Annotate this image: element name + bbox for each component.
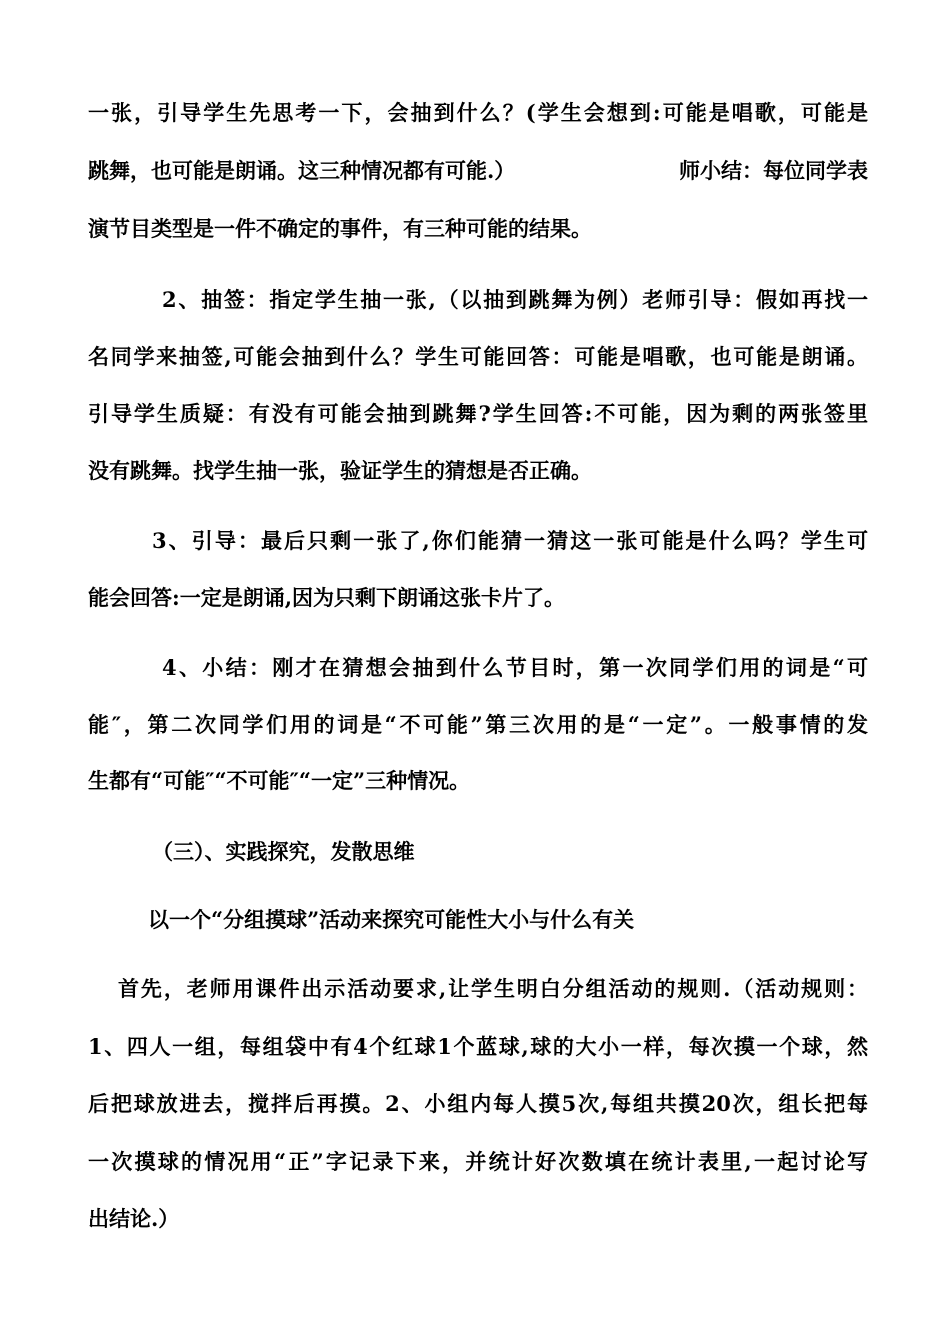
paragraph-5-line-4: 一次摸球的情况用“正”字记录下来，并统计好次数填在统计表里,一起讨论写 xyxy=(88,1149,868,1174)
section-heading: （三）、实践探究，发散思维 xyxy=(152,839,415,864)
paragraph-1-line-2 xyxy=(88,157,868,185)
paragraph-2-line-2: 名同学来抽签,可能会抽到什么？学生可能回答：可能是唱歌，也可能是朗诵。 xyxy=(88,344,868,369)
paragraph-5-line-2: 1、四人一组，每组袋中有4个红球1个蓝球,球的大小一样，每次摸一个球，然 xyxy=(88,1034,868,1059)
paragraph-2-line-3: 引导学生质疑：有没有可能会抽到跳舞?学生回答:不可能，因为剩的两张签里 xyxy=(88,401,868,426)
paragraph-4-line-2: 能″，第二次同学们用的词是“不可能”第三次用的是“一定”。一般事情的发 xyxy=(88,712,868,737)
paragraph-5-line-1: 首先，老师用课件出示活动要求,让学生明白分组活动的规则.（活动规则： xyxy=(118,976,868,1001)
paragraph-4-line-3: 生都有“可能″“不可能″“一定”三种情况。 xyxy=(88,768,471,793)
teacher-summary-start: 师小结：每位同学表 xyxy=(679,158,868,183)
paragraph-1-line-3: 演节目类型是一件不确定的事件，有三种可能的结果。 xyxy=(88,216,592,241)
paragraph-5-line-3: 后把球放进去，搅拌后再摸。2、小组内每人摸5次,每组共摸20次，组长把每 xyxy=(88,1091,868,1116)
paragraph-4-line-1: 4、小结：刚才在猜想会抽到什么节目时，第一次同学们用的词是“可 xyxy=(162,655,868,680)
paragraph-2-line-4: 没有跳舞。找学生抽一张，验证学生的猜想是否正确。 xyxy=(88,458,592,483)
paragraph-3-line-2: 能会回答:一定是朗诵,因为只剩下朗诵这张卡片了。 xyxy=(88,585,566,610)
paragraph-5-line-5: 出结论.） xyxy=(88,1206,180,1231)
activity-intro: 以一个“分组摸球”活动来探究可能性大小与什么有关 xyxy=(148,907,635,932)
paragraph-3-line-1: 3、引导：最后只剩一张了,你们能猜一猜这一张可能是什么吗？学生可 xyxy=(152,528,868,553)
paragraph-1-line-1: 一张，引导学生先思考一下，会抽到什么？(学生会想到:可能是唱歌，可能是 xyxy=(88,100,868,125)
paragraph-2-line-1: 2、抽签：指定学生抽一张,（以抽到跳舞为例）老师引导：假如再找一 xyxy=(162,287,868,312)
paragraph-1-line-2-left: 跳舞，也可能是朗诵。这三种情况都有可能.） xyxy=(88,158,516,183)
